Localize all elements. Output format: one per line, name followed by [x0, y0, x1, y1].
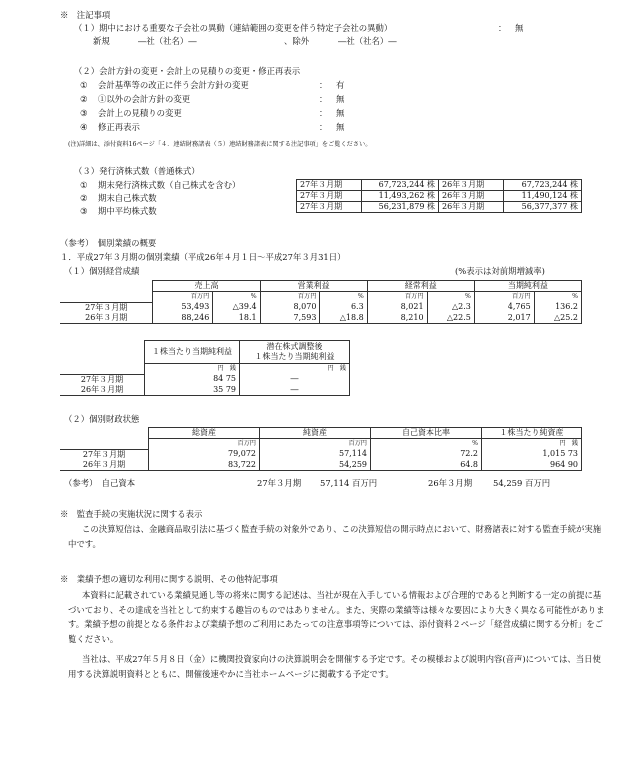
period-cell: 26年３月期 — [439, 180, 504, 191]
ops-note: (%表示は対前期増減率) — [455, 266, 545, 276]
ops-title: （１）個別経営成績 — [64, 266, 140, 276]
header-bps: １株当たり純資産 — [482, 428, 582, 439]
value-cell: 4,765 — [474, 302, 534, 313]
period-cell: 27年３月期 — [297, 202, 362, 213]
sub-item-label: 会計上の見積りの変更 — [98, 108, 182, 118]
value-cell: 8,021 — [367, 302, 427, 313]
value-cell: 8,070 — [260, 302, 320, 313]
value-cell: 67,723,244 株 — [362, 180, 439, 191]
period-cell: 26年３月期 — [60, 385, 145, 396]
reference-heading: （参考） 個別業績の概要 — [60, 238, 157, 248]
unit-cell: 百万円 — [260, 439, 371, 450]
eps-table — [60, 340, 350, 396]
table-row — [60, 341, 350, 364]
header-net-income: 当期純利益 — [474, 281, 581, 292]
value-cell: 72.2 — [371, 449, 482, 460]
sub-item-colon: ： — [319, 94, 328, 104]
share-item-no: ① — [80, 180, 88, 190]
notes-item1-colon: ： — [498, 23, 507, 33]
table-row — [60, 449, 582, 460]
sub-item-no: ② — [80, 94, 88, 104]
share-item-label: 期末自己株式数 — [98, 193, 157, 203]
table-row — [60, 385, 350, 396]
value-cell: △39.4 — [213, 302, 260, 313]
table-row — [60, 439, 582, 450]
unit-cell: 百万円 — [367, 292, 427, 303]
value-cell: ― — [240, 374, 350, 385]
sub-item-value: 無 — [336, 108, 345, 118]
header-equity-ratio: 自己資本比率 — [371, 428, 482, 439]
table-row — [60, 292, 582, 303]
new-label: 新規 — [93, 36, 110, 46]
header-diluted-eps — [240, 341, 350, 364]
share-item-no: ③ — [80, 206, 88, 216]
sub-item-value: 無 — [336, 122, 345, 132]
forecast-heading: ※ 業績予想の適切な利用に関する説明、その他特記事項 — [60, 574, 278, 584]
equity-label: （参考） 自己資本 — [64, 478, 136, 488]
period-cell: 27年３月期 — [60, 374, 145, 385]
value-cell: 84 75 — [145, 374, 240, 385]
reference-period-title: １．平成27年３月期の個別業績（平成26年４月１日～平成27年３月31日） — [60, 252, 346, 262]
policy-note: (注)詳細は、添付資料16ページ「４．連結財務諸表（５）連結財務諸表に関する注記事項」をご覧ください。 — [68, 141, 372, 148]
table-row — [60, 302, 582, 313]
table-row — [60, 460, 582, 471]
value-cell: 56,377,377 株 — [504, 202, 582, 213]
unit-cell: 百万円 — [149, 439, 260, 450]
header-ordinary-income: 経常利益 — [367, 281, 474, 292]
sub-item-no: ① — [80, 80, 88, 90]
audit-body: この決算短信は、金融商品取引法に基づく監査手続の対象外であり、この決算短信の開示時点において、財務諸表に対する監査手続が実施中です。 — [68, 524, 602, 549]
sub-item-label: 会計基準等の改正に伴う会計方針の変更 — [98, 80, 249, 90]
unit-cell: 円 銭 — [482, 439, 582, 450]
table-row — [60, 364, 350, 375]
value-cell: 11,490,124 株 — [504, 191, 582, 202]
value-cell: 1,015 73 — [482, 449, 582, 460]
equity-value-2: 54,259 百万円 — [493, 478, 551, 488]
period-cell: 26年３月期 — [439, 191, 504, 202]
notes-item3: （３）発行済株式数（普通株式） — [74, 166, 200, 176]
table-row — [60, 374, 350, 385]
value-cell: 6.3 — [320, 302, 367, 313]
unit-cell: % — [213, 292, 260, 303]
table-row — [297, 202, 582, 213]
header-sales: 売上高 — [153, 281, 260, 292]
value-cell: 8,210 — [367, 313, 427, 324]
header-net-assets: 純資産 — [260, 428, 371, 439]
shares-table — [296, 179, 582, 213]
period-cell: 26年３月期 — [60, 460, 149, 471]
value-cell: △22.5 — [427, 313, 474, 324]
unit-cell: % — [534, 292, 581, 303]
share-item-label: 期末発行済株式数（自己株式を含む） — [98, 180, 241, 190]
equity-value-1: 57,114 百万円 — [320, 478, 378, 488]
forecast-body-1: 本資料に記載されている業績見通し等の将来に関する記述は、当社が現在入手している情報および合理的であると判断する一定の前提に基づいており、その達成を当社として約束する趣旨のものではありません。また、実際の業績等は様々な要因により大きく異なる可能性があります。業績予想の前提となる条件および業績予想のご利用にあたっての注意事項等については、添付資料２ページ「経営成績に関する分析」をご覧ください。 — [68, 590, 605, 644]
value-cell: 136.2 — [534, 302, 581, 313]
value-cell: ― — [240, 385, 350, 396]
table-row — [60, 281, 582, 292]
header-eps: １株当たり当期純利益 — [145, 341, 240, 364]
value-cell: 64.8 — [371, 460, 482, 471]
unit-cell: 百万円 — [474, 292, 534, 303]
notes-item2: （２）会計方針の変更・会計上の見積りの変更・修正再表示 — [74, 66, 301, 76]
value-cell: 964 90 — [482, 460, 582, 471]
unit-cell: % — [320, 292, 367, 303]
unit-cell: 百万円 — [153, 292, 213, 303]
unit-cell: 円 銭 — [145, 364, 240, 375]
excluded-value: ―社（社名）― — [338, 36, 397, 46]
header-diluted-eps-line1: 潜在株式調整後 — [266, 342, 323, 351]
share-item-no: ② — [80, 193, 88, 203]
period-cell: 26年３月期 — [60, 313, 153, 324]
sub-item-label: 修正再表示 — [98, 122, 140, 132]
operating-results-table — [60, 280, 582, 324]
sub-item-label: ①以外の会計方針の変更 — [98, 94, 191, 104]
unit-cell: 百万円 — [260, 292, 320, 303]
unit-cell: % — [427, 292, 474, 303]
sub-item-colon: ： — [319, 122, 328, 132]
value-cell: 18.1 — [213, 313, 260, 324]
period-cell: 27年３月期 — [60, 302, 153, 313]
financial-position-table — [60, 427, 582, 471]
period-cell: 26年３月期 — [439, 202, 504, 213]
forecast-body-2: 当社は、平成27年５月８日（金）に機関投資家向けの決算説明会を開催する予定です。その模様および説明内容(音声)については、当日使用する決算説明資料とともに、開催後速やかに当社ホームページに掲載する予定です。 — [68, 654, 601, 679]
table-row — [60, 428, 582, 439]
value-cell: 11,493,262 株 — [362, 191, 439, 202]
header-operating-income: 営業利益 — [260, 281, 367, 292]
unit-cell: 円 銭 — [240, 364, 350, 375]
value-cell: △18.8 — [320, 313, 367, 324]
sub-item-no: ③ — [80, 108, 88, 118]
equity-period-2: 26年３月期 — [428, 478, 473, 488]
new-value: ―社（社名）― — [138, 36, 197, 46]
table-row — [297, 191, 582, 202]
equity-period-1: 27年３月期 — [257, 478, 302, 488]
sub-item-no: ④ — [80, 122, 88, 132]
value-cell: 79,072 — [149, 449, 260, 460]
period-cell: 27年３月期 — [297, 191, 362, 202]
audit-heading: ※ 監査手続の実施状況に関する表示 — [60, 509, 203, 519]
notes-item1-value: 無 — [515, 23, 524, 33]
period-cell: 27年３月期 — [297, 180, 362, 191]
value-cell: 2,017 — [474, 313, 534, 324]
value-cell: 54,259 — [260, 460, 371, 471]
value-cell: 88,246 — [153, 313, 213, 324]
sub-item-value: 有 — [336, 80, 345, 90]
period-cell: 27年３月期 — [60, 449, 149, 460]
excluded-label: 、除外 — [284, 36, 310, 46]
table-row — [297, 180, 582, 191]
notes-heading: ※ 注記事項 — [60, 10, 111, 20]
value-cell: 7,593 — [260, 313, 320, 324]
value-cell: 57,114 — [260, 449, 371, 460]
unit-cell: % — [371, 439, 482, 450]
header-total-assets: 総資産 — [149, 428, 260, 439]
sub-item-colon: ： — [319, 108, 328, 118]
header-diluted-eps-line2: １株当たり当期純利益 — [254, 352, 335, 361]
table-row — [60, 313, 582, 324]
share-item-label: 期中平均株式数 — [98, 206, 157, 216]
notes-item1: （１）期中における重要な子会社の異動（連結範囲の変更を伴う特定子会社の異動） — [74, 23, 393, 33]
value-cell: △2.3 — [427, 302, 474, 313]
value-cell: 35 79 — [145, 385, 240, 396]
value-cell: 67,723,244 株 — [504, 180, 582, 191]
value-cell: 53,493 — [153, 302, 213, 313]
sub-item-value: 無 — [336, 94, 345, 104]
value-cell: △25.2 — [534, 313, 581, 324]
sub-item-colon: ： — [319, 80, 328, 90]
value-cell: 83,722 — [149, 460, 260, 471]
fin-title: （２）個別財政状態 — [64, 414, 140, 424]
value-cell: 56,231,879 株 — [362, 202, 439, 213]
